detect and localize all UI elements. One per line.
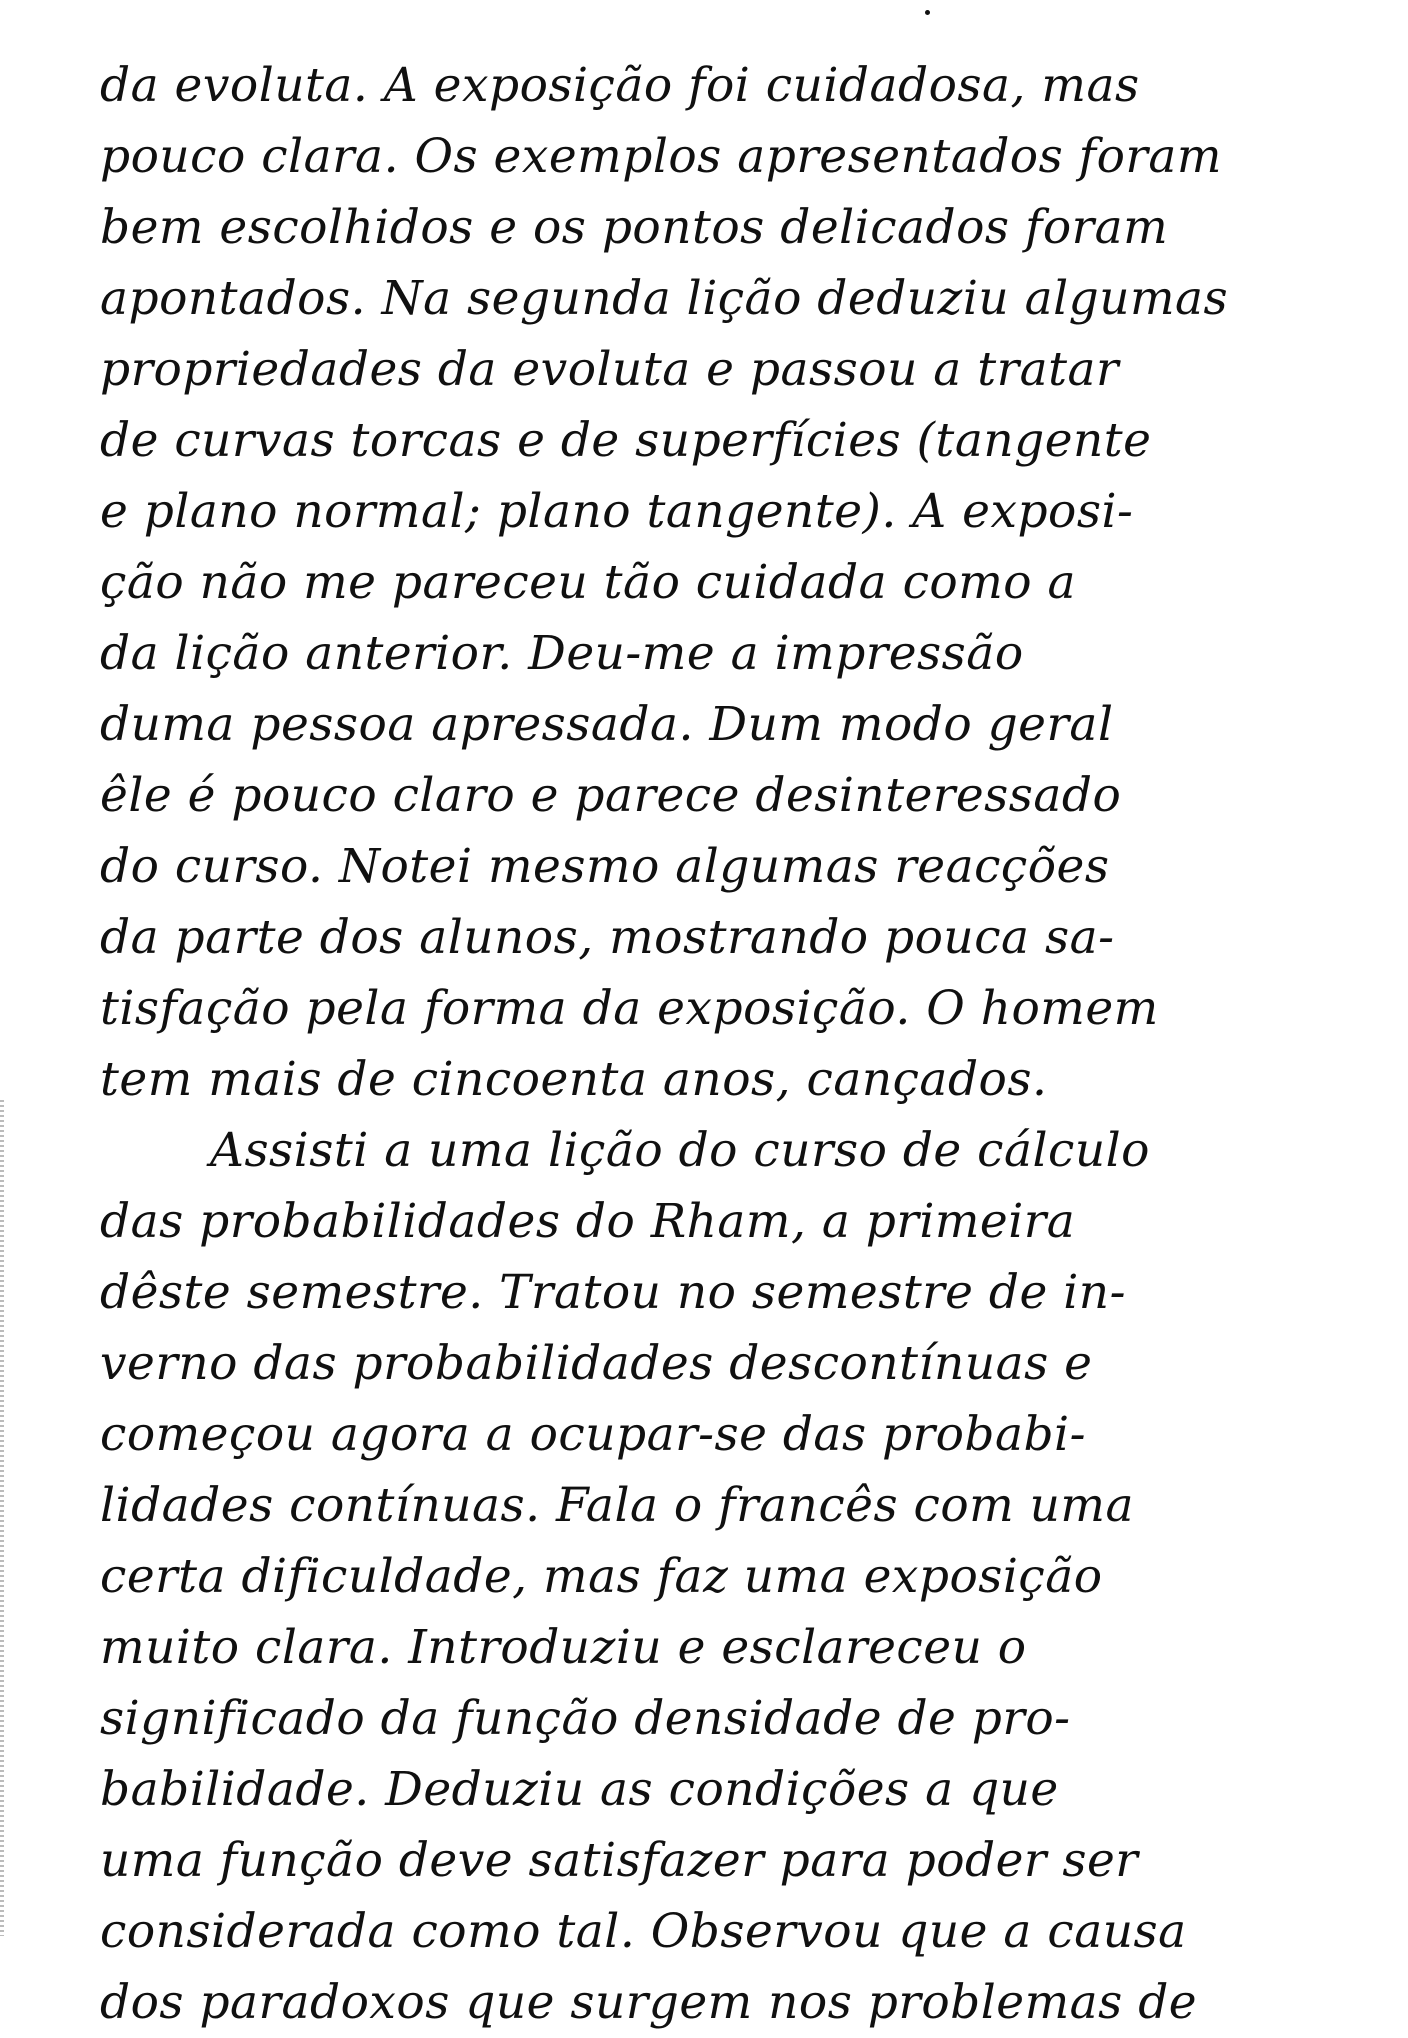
manuscript-line: uma função deve satisfazer para poder ser — [100, 1833, 1139, 1888]
manuscript-line: dêste semestre. Tratou no semestre de in- — [100, 1265, 1126, 1320]
scan-edge-artifact — [0, 1100, 4, 1936]
manuscript-line: de curvas torcas e de superfícies (tangente — [100, 413, 1152, 468]
manuscript-line: ção não me pareceu tão cuidada como a — [100, 555, 1077, 610]
manuscript-line: muito clara. Introduziu e esclareceu o — [100, 1620, 1027, 1675]
manuscript-line: da evoluta. A exposição foi cuidadosa, mas — [100, 58, 1140, 113]
ink-speck — [925, 10, 930, 15]
manuscript-line: das probabilidades do Rham, a primeira — [100, 1194, 1076, 1249]
manuscript-line: dos paradoxos que surgem nos problemas de — [100, 1975, 1198, 2030]
manuscript-line: da parte dos alunos, mostrando pouca sa- — [100, 910, 1115, 965]
manuscript-line: êle é pouco claro e parece desinteressado — [100, 768, 1122, 823]
manuscript-line: bem escolhidos e os pontos delicados foram — [100, 200, 1169, 255]
manuscript-line: duma pessoa apressada. Dum modo geral — [100, 697, 1114, 752]
manuscript-line: do curso. Notei mesmo algumas reacções — [100, 839, 1110, 894]
manuscript-line: da lição anterior. Deu-me a impressão — [100, 626, 1024, 681]
manuscript-line: certa dificuldade, mas faz uma exposição — [100, 1549, 1103, 1604]
manuscript-line: começou agora a ocupar-se das probabi- — [100, 1407, 1086, 1462]
manuscript-line: significado da função densidade de pro- — [100, 1691, 1071, 1746]
manuscript-line: Assisti a uma lição do curso de cálculo — [210, 1123, 1150, 1178]
manuscript-line: lidades contínuas. Fala o francês com uma — [100, 1478, 1135, 1533]
manuscript-line: tisfação pela forma da exposição. O homem — [100, 981, 1159, 1036]
manuscript-line: verno das probabilidades descontínuas e — [100, 1336, 1093, 1391]
manuscript-line: babilidade. Deduziu as condições a que — [100, 1762, 1059, 1817]
manuscript-line: considerada como tal. Observou que a causa — [100, 1904, 1187, 1959]
manuscript-line: pouco clara. Os exemplos apresentados foram — [100, 129, 1222, 184]
manuscript-line: e plano normal; plano tangente). A exposi- — [100, 484, 1134, 539]
handwritten-text-block — [100, 50, 1330, 2038]
manuscript-line: propriedades da evoluta e passou a tratar — [100, 342, 1119, 397]
manuscript-line: apontados. Na segunda lição deduziu algumas — [100, 271, 1229, 326]
manuscript-line: tem mais de cincoenta anos, cançados. — [100, 1052, 1048, 1107]
